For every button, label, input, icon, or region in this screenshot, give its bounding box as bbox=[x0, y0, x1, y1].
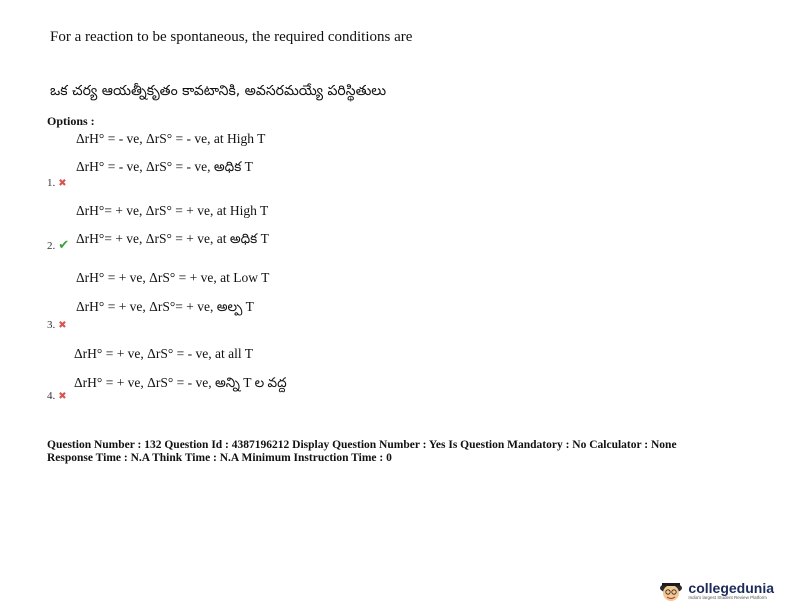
option-3-telugu: ΔrH° = + ve, ΔrS°= + ve, అల్ప T bbox=[76, 299, 254, 314]
option-4-number: 4. bbox=[47, 390, 56, 402]
option-3-number: 3. bbox=[47, 319, 56, 331]
brand-tagline: India's largest Student Review Platform bbox=[688, 595, 767, 600]
wrong-icon: ✖ bbox=[58, 320, 67, 331]
option-4-english: ΔrH° = + ve, ΔrS° = - ve, at all T bbox=[74, 346, 253, 361]
options-label: Options : bbox=[47, 114, 95, 128]
question-text-telugu: ఒక చర్య ఆయత్నీకృతం కావటానికి, అవసరమయ్యే పరిస్థితులు bbox=[50, 83, 387, 99]
option-2-marker[interactable] bbox=[47, 236, 69, 254]
brand-logo bbox=[658, 580, 774, 602]
brand-name: collegedunia bbox=[688, 580, 774, 596]
question-meta-line-2: Response Time : N.A Think Time : N.A Minimum Instruction Time : 0 bbox=[47, 452, 392, 464]
question-text-english: For a reaction to be spontaneous, the required conditions are bbox=[50, 29, 413, 45]
option-1-number: 1. bbox=[47, 177, 56, 189]
option-1-marker[interactable] bbox=[47, 173, 67, 191]
option-1-telugu: ΔrH° = - ve, ΔrS° = - ve, అధిక T bbox=[76, 159, 253, 174]
wrong-icon: ✖ bbox=[58, 178, 67, 189]
option-1-english: ΔrH° = - ve, ΔrS° = - ve, at High T bbox=[76, 131, 266, 146]
option-2-english: ΔrH°= + ve, ΔrS° = + ve, at High T bbox=[76, 203, 269, 218]
mascot-icon bbox=[658, 580, 684, 602]
option-4-telugu: ΔrH° = + ve, ΔrS° = - ve, అన్ని T ల వద్ద bbox=[74, 375, 287, 390]
option-2-telugu: ΔrH°= + ve, ΔrS° = + ve, at అధిక T bbox=[76, 231, 269, 246]
option-4-marker[interactable] bbox=[47, 386, 67, 404]
wrong-icon: ✖ bbox=[58, 391, 67, 402]
option-2-number: 2. bbox=[47, 240, 56, 252]
check-icon: ✔ bbox=[58, 238, 70, 253]
option-3-english: ΔrH° = + ve, ΔrS° = + ve, at Low T bbox=[76, 270, 270, 285]
question-meta-line-1: Question Number : 132 Question Id : 4387196212 Display Question Number : Yes Is Question Mandatory : No Calculator : None bbox=[47, 439, 677, 451]
option-3-marker[interactable] bbox=[47, 315, 67, 333]
